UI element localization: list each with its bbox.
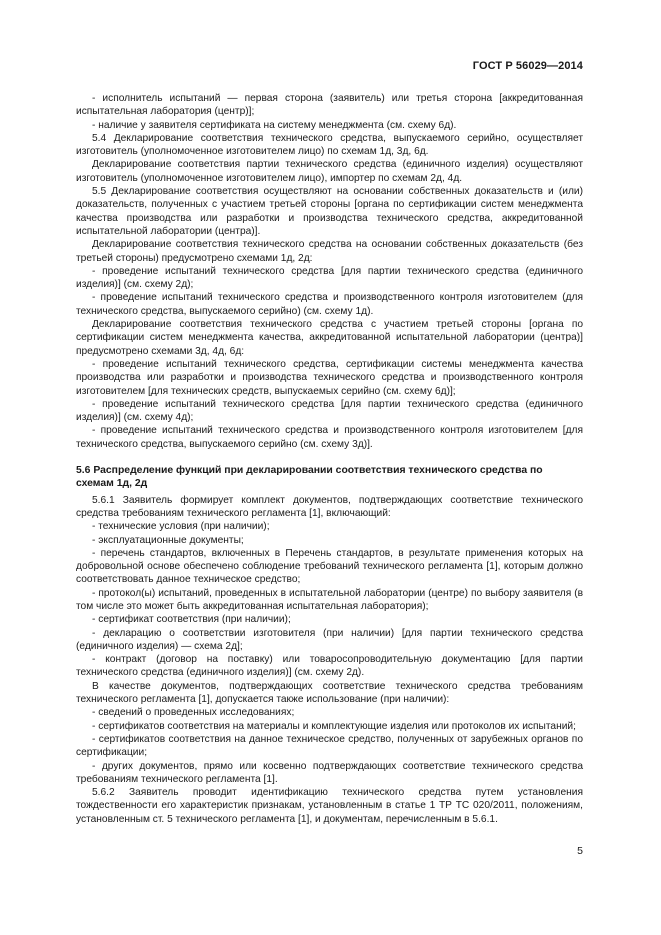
paragraph: - эксплуатационные документы;	[92, 534, 244, 546]
paragraph: - проведение испытаний технического средства и производственного контроля изготовителем [для технического средства, выпускаемого серийно (см. схему 3д)].	[76, 425, 583, 450]
paragraph: - проведение испытаний технического средства, сертификации системы менеджмента качества производства или разработки и производства технического средства и производственного контроля изготовителем [для технических средств, выпускаемых серийно (см. схему 6д)];	[76, 358, 583, 397]
paragraph: В качестве документов, подтверждающих соответствие технического средства требованиям технического регламента [1], допускается также использование (при наличии):	[76, 680, 583, 706]
paragraph: Декларирование соответствия партии технического средства (единичного изделия) осуществляют изготовитель (уполномоченное изготовителем лицо), импортер по схемам 2д, 4д.	[76, 159, 583, 184]
paragraph: - технические условия (при наличии);	[92, 521, 270, 533]
paragraph: - проведение испытаний технического средства и производственного контроля изготовителем (для технического средства, выпускаемого серийно) (см. схему 1д).	[76, 292, 583, 317]
section-heading-5-6: 5.6 Распределение функций при декларировании соответствия технического средства по схемам 1д, 2д	[76, 465, 543, 490]
page-number: 5	[577, 845, 583, 857]
paragraph: 5.6.1 Заявитель формирует комплект документов, подтверждающих соответствие технического средства требованиям технического регламента [1], включающий:	[76, 494, 583, 519]
paragraph: 5.5 Декларирование соответствия осуществляют на основании собственных доказательств и (или) доказательств, полученных с участием третьей стороны [органа по сертификации систем менеджмента качества производства или разработки и производства технического средства, аккредитованной испытательной лаборатории (центра)].	[76, 186, 583, 237]
paragraph: - исполнитель испытаний — первая сторона (заявитель) или третья сторона [аккредитованная испытательная лаборатория (центр)];	[76, 93, 583, 118]
paragraph: - сертификат соответствия (при наличии);	[92, 614, 291, 626]
paragraph: - других документов, прямо или косвенно подтверждающих соответствие технического средства требованиям технического регламента [1].	[76, 760, 583, 785]
paragraph: 5.6.2 Заявитель проводит идентификацию технического средства путем установления тождественности его характеристик признакам, установленным в статье 1 ТР ТС 020/2011, положениям, установленным ст. 5 технического регламента [1], и документам, перечисленным в 5.6.1.	[76, 787, 583, 825]
paragraph: - проведение испытаний технического средства [для партии технического средства (единичного изделия)] (см. схему 4д);	[76, 398, 583, 424]
paragraph: - декларацию о соответствии изготовителя (при наличии) [для партии технического средства (единичного изделия) — схема 2д];	[76, 627, 583, 652]
paragraph: - проведение испытаний технического средства [для партии технического средства (единичного изделия)] (см. схему 2д);	[76, 265, 583, 291]
paragraph: - наличие у заявителя сертификата на систему менеджмента (см. схему 6д).	[92, 119, 457, 131]
paragraph: - протокол(ы) испытаний, проведенных в испытательной лаборатории (центре) по выбору заявителя (в том числе это может быть аккредитованная испытательная лаборатория);	[76, 587, 583, 612]
paragraph: Декларирование соответствия технического средства с участием третьей стороны [органа по сертификации систем менеджмента качества, аккредитованной испытательной лаборатории (центра)] предусмотрено схемами 3д, 4д, 6д:	[76, 319, 583, 357]
paragraph: - перечень стандартов, включенных в Перечень стандартов, в результате применения которых на добровольной основе обеспечено соблюдение требований технического регламента [1], которым должно соответствовать данное техническое средство;	[76, 547, 583, 586]
document-code-header: ГОСТ Р 56029—2014	[472, 60, 583, 72]
paragraph: 5.4 Декларирование соответствия технического средства, выпускаемого серийно, осуществляет изготовитель (уполномоченное изготовителем лицо) по схемам 1д, 3д, 6д.	[76, 132, 583, 158]
paragraph: - сведений о проведенных исследованиях;	[92, 707, 295, 719]
document-body	[76, 92, 583, 826]
paragraph: - сертификатов соответствия на материалы и комплектующие изделия или протоколов их испытаний;	[92, 720, 576, 732]
paragraph: Декларирование соответствия технического средства на основании собственных доказательств (без третьей стороны) предусмотрено схемами 1д, 2д:	[76, 239, 583, 264]
paragraph: - контракт (договор на поставку) или товаросопроводительную документацию [для партии технического средства (единичного изделия)] (см. схему 2д).	[76, 654, 583, 679]
paragraph: - сертификатов соответствия на данное техническое средство, полученных от зарубежных органов по сертификации;	[76, 733, 583, 759]
